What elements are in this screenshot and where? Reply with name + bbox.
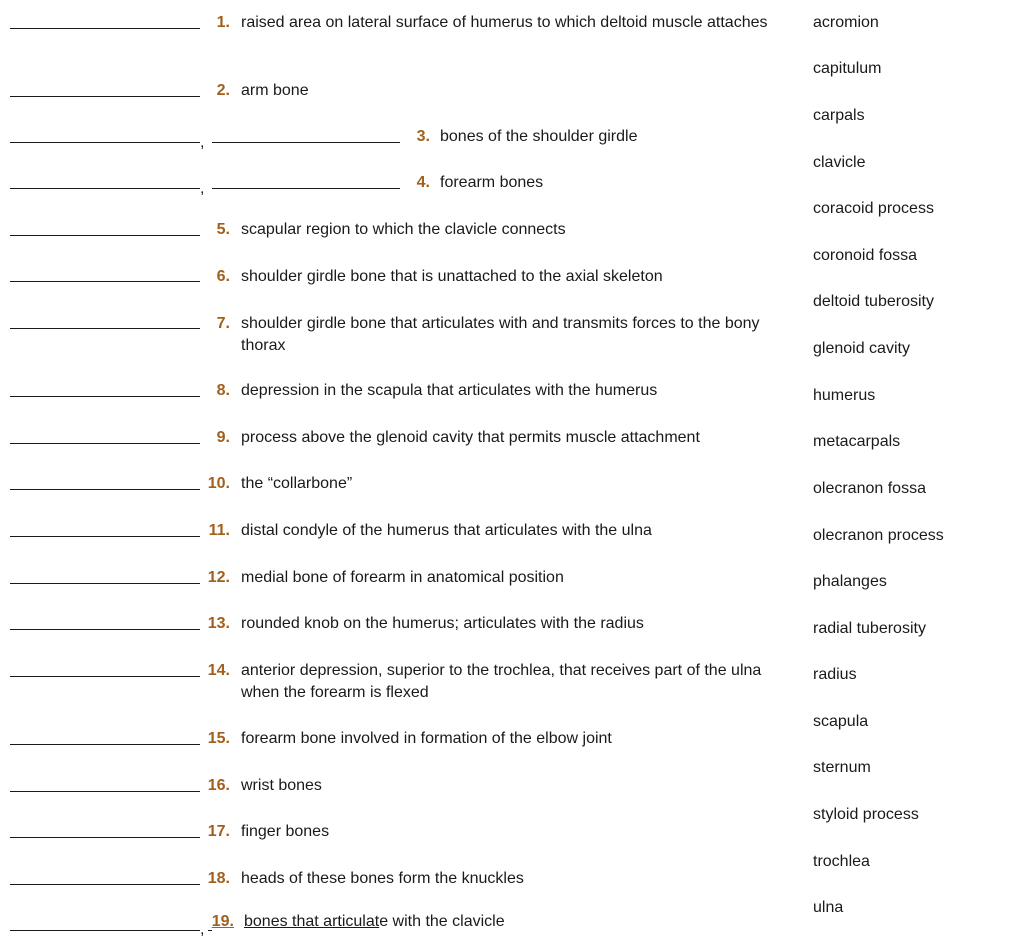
term-phalanges: phalanges xyxy=(813,573,887,590)
question-number-12: 12. xyxy=(207,569,230,586)
question-number-15: 15. xyxy=(207,730,230,747)
question-text-13: rounded knob on the humerus; articulates with the radius xyxy=(241,615,644,632)
term-coracoid-process: coracoid process xyxy=(813,200,934,217)
question-text-10: the “collarbone” xyxy=(241,475,353,492)
question-text-1: raised area on lateral surface of humerus to which deltoid muscle attaches xyxy=(241,14,768,31)
answer-blank-5[interactable] xyxy=(10,235,200,236)
comma-19: , xyxy=(200,921,205,938)
term-olecranon-process: olecranon process xyxy=(813,527,944,544)
term-metacarpals: metacarpals xyxy=(813,433,901,450)
answer-blank-4b[interactable] xyxy=(212,188,400,189)
question-text-6: shoulder girdle bone that is unattached to the axial skeleton xyxy=(241,268,663,285)
question-number-17: 17. xyxy=(207,823,230,840)
question-text-14: anterior depression, superior to the trochlea, that receives part of the ulna when the forearm is flexed xyxy=(241,662,762,701)
question-number-1: 1. xyxy=(216,14,230,31)
question-text-5: scapular region to which the clavicle connects xyxy=(241,221,566,238)
term-radius: radius xyxy=(813,666,857,683)
term-sternum: sternum xyxy=(813,759,871,776)
question-text-2: arm bone xyxy=(241,82,309,99)
question-number-2: 2. xyxy=(216,82,230,99)
answer-blank-14[interactable] xyxy=(10,676,200,677)
question-text-15: forearm bone involved in formation of the elbow joint xyxy=(241,730,612,747)
term-radial-tuberosity: radial tuberosity xyxy=(813,620,926,637)
question-number-9: 9. xyxy=(216,429,230,446)
question-text-3: bones of the shoulder girdle xyxy=(440,128,638,145)
question-number-18: 18. xyxy=(207,870,230,887)
term-clavicle: clavicle xyxy=(813,154,866,171)
term-humerus: humerus xyxy=(813,387,876,404)
question-text-19-underlined: bones that articulat xyxy=(244,913,380,930)
answer-blank-2[interactable] xyxy=(10,96,200,97)
question-text-12: medial bone of forearm in anatomical position xyxy=(241,569,564,586)
question-text-7: shoulder girdle bone that articulates with and transmits forces to the bony thorax xyxy=(241,315,760,354)
question-number-8: 8. xyxy=(216,382,230,399)
question-number-16: 16. xyxy=(207,777,230,794)
term-ulna: ulna xyxy=(813,899,844,916)
question-number-13: 13. xyxy=(207,615,230,632)
term-capitulum: capitulum xyxy=(813,60,882,77)
term-glenoid-cavity: glenoid cavity xyxy=(813,340,910,357)
answer-blank-11[interactable] xyxy=(10,536,200,537)
question-text-4: forearm bones xyxy=(440,174,544,191)
term-scapula: scapula xyxy=(813,713,869,730)
term-olecranon-fossa: olecranon fossa xyxy=(813,480,926,497)
question-number-7: 7. xyxy=(216,315,230,332)
answer-blank-6[interactable] xyxy=(10,281,200,282)
question-number-11: 11. xyxy=(208,522,230,539)
term-carpals: carpals xyxy=(813,107,865,124)
answer-blank-7[interactable] xyxy=(10,328,200,329)
answer-blank-9[interactable] xyxy=(10,443,200,444)
comma-4: , xyxy=(200,180,205,197)
answer-blank-13[interactable] xyxy=(10,629,200,630)
answer-blank-17[interactable] xyxy=(10,837,200,838)
question-text-18: heads of these bones form the knuckles xyxy=(241,870,524,887)
question-text-9: process above the glenoid cavity that permits muscle attachment xyxy=(241,429,700,446)
answer-blank-19a[interactable] xyxy=(10,930,200,931)
question-text-11: distal condyle of the humerus that articulates with the ulna xyxy=(241,522,652,539)
question-number-19: 19. xyxy=(211,913,234,930)
answer-blank-10[interactable] xyxy=(10,489,200,490)
question-text-17: finger bones xyxy=(241,823,330,840)
question-text-16: wrist bones xyxy=(241,777,322,794)
answer-blank-18[interactable] xyxy=(10,884,200,885)
answer-blank-3b[interactable] xyxy=(212,142,400,143)
question-text-8: depression in the scapula that articulates with the humerus xyxy=(241,382,658,399)
question-number-6: 6. xyxy=(216,268,230,285)
answer-blank-3a[interactable] xyxy=(10,142,200,143)
question-number-5: 5. xyxy=(216,221,230,238)
term-styloid-process: styloid process xyxy=(813,806,919,823)
term-deltoid-tuberosity: deltoid tuberosity xyxy=(813,293,934,310)
question-number-3: 3. xyxy=(416,128,430,145)
question-number-4: 4. xyxy=(416,174,430,191)
term-acromion: acromion xyxy=(813,14,879,31)
answer-blank-15[interactable] xyxy=(10,744,200,745)
question-number-14: 14. xyxy=(207,662,230,679)
answer-blank-16[interactable] xyxy=(10,791,200,792)
answer-blank-12[interactable] xyxy=(10,583,200,584)
question-text-19 xyxy=(244,911,789,933)
question-number-10: 10. xyxy=(207,475,230,492)
comma-3: , xyxy=(200,134,205,151)
answer-blank-8[interactable] xyxy=(10,396,200,397)
term-coronoid-fossa: coronoid fossa xyxy=(813,247,918,264)
answer-blank-4a[interactable] xyxy=(10,188,200,189)
answer-blank-1[interactable] xyxy=(10,28,200,29)
question-text-19-rest: e with the clavicle xyxy=(379,913,505,930)
term-trochlea: trochlea xyxy=(813,853,870,870)
